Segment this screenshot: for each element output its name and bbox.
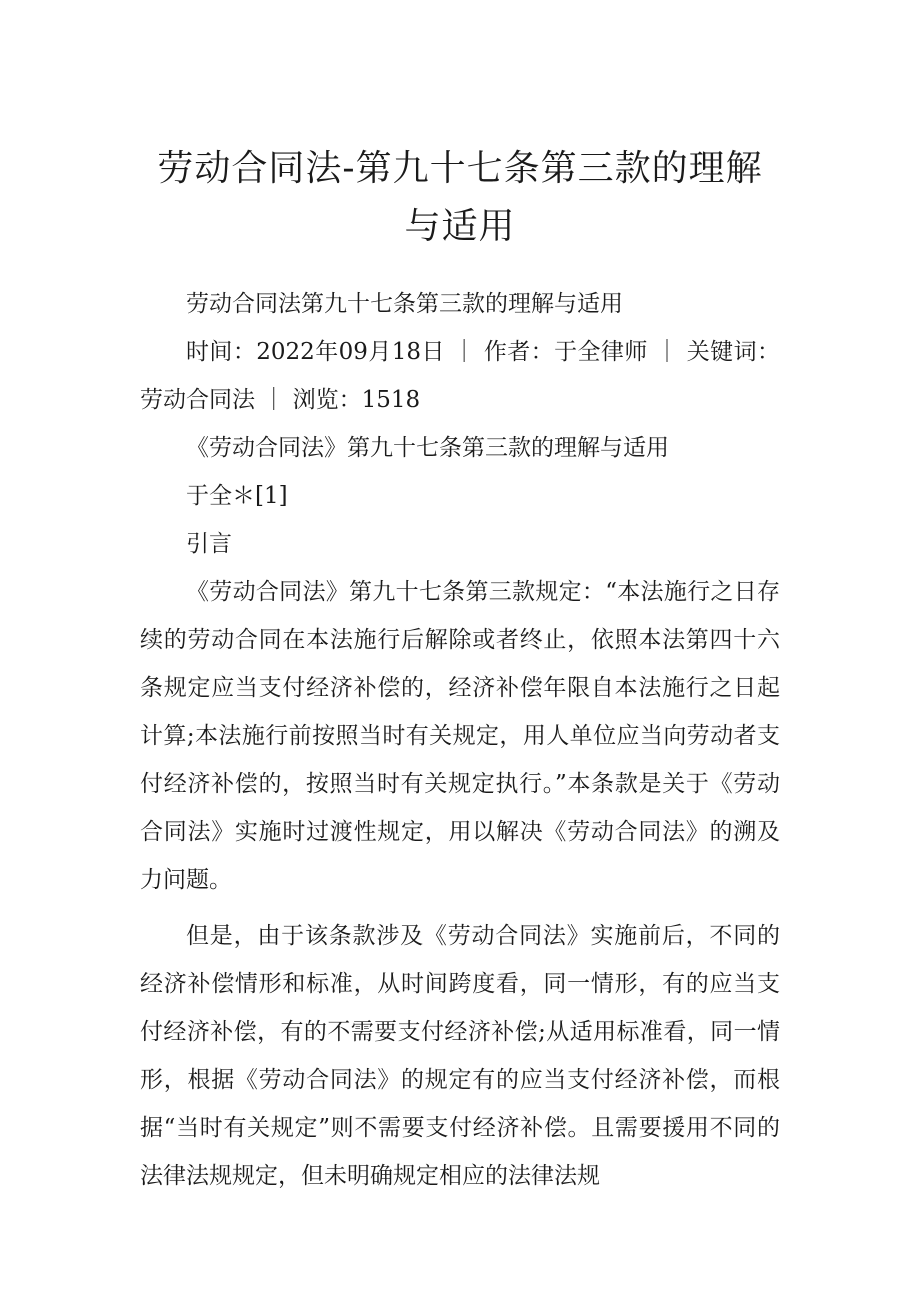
- author-paragraph: 于全＊[1]: [186, 483, 288, 509]
- article-heading-paragraph: 《劳动合同法》第九十七条第三款的理解与适用: [186, 435, 669, 461]
- subtitle-paragraph: 劳动合同法第九十七条第三款的理解与适用: [186, 291, 623, 317]
- document-body: [140, 280, 780, 1200]
- section-heading-introduction: 引言: [186, 531, 232, 557]
- document-title: 劳动合同法-第九十七条第三款的理解与适用: [157, 148, 763, 247]
- meta-info-paragraph: 时间：2022年09月18日 ｜ 作者：于全律师 ｜ 关键词：劳动合同法 ｜ 浏览：1518: [140, 339, 780, 413]
- body-paragraph-1: 《劳动合同法》第九十七条第三款规定：“本法施行之日存续的劳动合同在本法施行后解除或者终止，依照本法第四十六条规定应当支付经济补偿的，经济补偿年限自本法施行之日起计算;本法施行前按照当时有关规定，用人单位应当向劳动者支付经济补偿的，按照当时有关规定执行。”本条款是关于《劳动合同法》实施时过渡性规定，用以解决《劳动合同法》的溯及力问题。: [140, 579, 780, 893]
- body-paragraph-2: 但是，由于该条款涉及《劳动合同法》实施前后，不同的经济补偿情形和标准，从时间跨度看，同一情形，有的应当支付经济补偿，有的不需要支付经济补偿;从适用标准看，同一情形，根据《劳动合同法》的规定有的应当支付经济补偿，而根据“当时有关规定”则不需要支付经济补偿。且需要援用不同的法律法规规定，但未明确规定相应的法律法规: [140, 923, 780, 1189]
